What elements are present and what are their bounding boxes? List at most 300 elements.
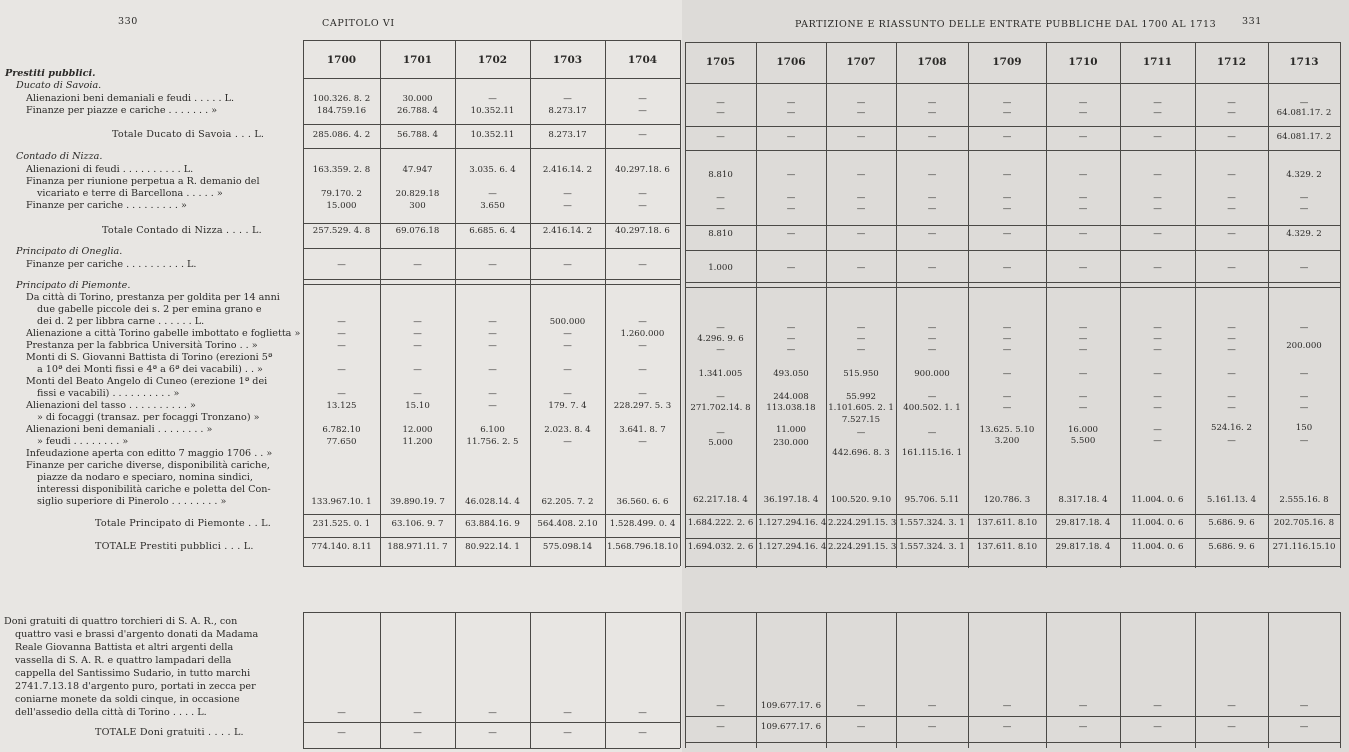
table-cell: 3.035. 6. 4 xyxy=(469,165,516,175)
table-cell: — xyxy=(563,201,572,211)
table-cell: — xyxy=(927,428,937,438)
table-cell: — xyxy=(716,345,725,355)
table-cell: — xyxy=(1153,334,1162,344)
row-rule xyxy=(685,83,1340,84)
table-cell: — xyxy=(638,317,647,327)
table-cell: 1.694.032. 2. 6 xyxy=(687,542,754,552)
column-rule xyxy=(1195,42,1196,568)
table-cell: 2.224.291.15. 3 xyxy=(828,542,897,552)
table-cell: 4.329. 2 xyxy=(1286,229,1322,239)
table-cell: — xyxy=(337,341,346,351)
row-label: quattro vasi e brassi d'argento donati da Madama xyxy=(15,629,259,640)
table-cell: 11.004. 0. 6 xyxy=(1131,495,1184,505)
column-rule xyxy=(680,612,681,748)
table-cell: — xyxy=(638,106,647,116)
column-rule xyxy=(605,612,606,748)
table-cell: — xyxy=(856,170,866,180)
table-cell: — xyxy=(786,334,796,344)
table-cell: 29.817.18. 4 xyxy=(1055,518,1111,528)
table-cell: — xyxy=(638,365,647,375)
table-cell: — xyxy=(1153,392,1162,402)
table-cell: 36.560. 6. 6 xyxy=(616,497,669,507)
table-cell: 285.086. 4. 2 xyxy=(312,130,371,140)
row-label: Finanze per cariche . . . . . . . . . » xyxy=(26,200,187,211)
year-header-1710: 1710 xyxy=(1068,56,1098,68)
table-cell: 1.568.796.18.10 xyxy=(607,542,679,552)
table-cell: 500.000 xyxy=(549,317,586,327)
table-cell: 8.273.17 xyxy=(548,106,587,116)
column-rule xyxy=(303,40,304,566)
table-cell: — xyxy=(1227,369,1236,379)
row-rule xyxy=(685,538,1340,539)
table-cell: — xyxy=(1078,229,1088,239)
row-label: Alienazioni di feudi . . . . . . . . . . L. xyxy=(26,164,194,175)
column-rule xyxy=(685,612,686,748)
table-cell: — xyxy=(786,170,796,180)
table-cell: — xyxy=(1078,334,1088,344)
table-cell: — xyxy=(337,329,346,339)
table-cell: — xyxy=(856,323,866,333)
row-label: » di focaggi (transaz. per focaggi Tronzano) » xyxy=(37,412,260,423)
row-label: interessi disponibilità cariche e poletta del Con- xyxy=(37,484,271,495)
table-cell: — xyxy=(638,189,647,199)
table-cell: 77.650 xyxy=(326,437,357,447)
table-cell: — xyxy=(1227,323,1236,333)
table-cell: — xyxy=(1227,701,1236,711)
row-rule xyxy=(303,248,680,249)
table-cell: 3.200 xyxy=(994,436,1020,446)
row-rule xyxy=(685,612,1340,613)
table-cell: — xyxy=(927,392,937,402)
row-rule xyxy=(685,282,1340,283)
row-rule xyxy=(303,40,680,41)
table-cell: 2.224.291.15. 3 xyxy=(828,518,897,528)
table-cell: 1.127.294.16. 4 xyxy=(758,518,827,528)
table-cell: — xyxy=(1002,369,1012,379)
column-rule xyxy=(605,40,606,566)
table-cell: — xyxy=(716,701,725,711)
table-cell: — xyxy=(1078,701,1088,711)
table-cell: — xyxy=(413,365,422,375)
table-cell: 30.000 xyxy=(402,94,433,104)
row-label: Finanze per piazze e cariche . . . . . . . » xyxy=(26,105,218,116)
row-label: Alienazioni del tasso . . . . . . . . . . » xyxy=(26,400,196,411)
row-rule xyxy=(303,78,680,79)
column-rule xyxy=(455,612,456,748)
table-cell: — xyxy=(337,728,346,738)
table-cell: — xyxy=(1299,263,1309,273)
row-label: vassella di S. A. R. e quattro lampadari della xyxy=(15,655,232,666)
table-cell: — xyxy=(1002,323,1012,333)
table-cell: 6.685. 6. 4 xyxy=(469,226,516,236)
year-header-1707: 1707 xyxy=(846,56,876,68)
table-cell: — xyxy=(337,708,346,718)
table-cell: 564.408. 2.10 xyxy=(537,519,598,529)
table-cell: — xyxy=(856,263,866,273)
table-cell: — xyxy=(856,193,866,203)
column-rule xyxy=(1120,612,1121,748)
table-cell: 442.696. 8. 3 xyxy=(832,448,890,458)
table-cell: — xyxy=(927,98,937,108)
row-label: vicariato e terre di Barcellona . . . . . » xyxy=(37,188,223,199)
table-cell: — xyxy=(1078,132,1088,142)
table-cell: — xyxy=(786,108,796,118)
table-cell: 228.297. 5. 3 xyxy=(613,401,672,411)
table-cell: — xyxy=(638,708,647,718)
table-cell: — xyxy=(927,263,937,273)
table-cell: — xyxy=(413,260,422,270)
table-cell: 1.260.000 xyxy=(620,329,665,339)
table-cell: — xyxy=(488,94,497,104)
table-cell: — xyxy=(856,98,866,108)
table-cell: — xyxy=(1299,392,1309,402)
table-cell: 7.527.15 xyxy=(841,415,881,425)
table-cell: — xyxy=(563,341,572,351)
left-page-number: 330 xyxy=(118,16,138,27)
table-cell: — xyxy=(716,108,725,118)
column-rule xyxy=(680,40,681,566)
table-cell: 8.317.18. 4 xyxy=(1058,495,1108,505)
table-cell: — xyxy=(1153,98,1162,108)
table-cell: — xyxy=(1227,132,1236,142)
row-rule xyxy=(685,566,1340,567)
table-cell: — xyxy=(413,728,422,738)
table-cell: — xyxy=(1078,98,1088,108)
table-cell: 11.004. 0. 6 xyxy=(1131,518,1184,528)
table-cell: — xyxy=(413,708,422,718)
table-cell: — xyxy=(927,229,937,239)
table-cell: — xyxy=(786,98,796,108)
table-cell: — xyxy=(1078,392,1088,402)
table-cell: — xyxy=(786,132,796,142)
table-cell: 29.817.18. 4 xyxy=(1055,542,1111,552)
table-cell: 575.098.14 xyxy=(542,542,593,552)
table-cell: 64.081.17. 2 xyxy=(1276,108,1332,118)
table-cell: — xyxy=(1153,108,1162,118)
table-cell: — xyxy=(1227,345,1236,355)
row-rule xyxy=(303,148,680,149)
table-cell: 271.116.15.10 xyxy=(1272,542,1336,552)
table-cell: — xyxy=(1078,722,1088,732)
row-label: Principato di Piemonte. xyxy=(16,280,131,291)
table-cell: — xyxy=(927,170,937,180)
column-rule xyxy=(455,40,456,566)
table-cell: — xyxy=(716,132,725,142)
table-cell: 493.050 xyxy=(773,369,809,379)
table-cell: — xyxy=(927,334,937,344)
table-cell: — xyxy=(337,365,346,375)
row-rule xyxy=(303,748,680,749)
table-cell: 56.788. 4 xyxy=(396,130,438,140)
table-cell: 6.782.10 xyxy=(322,425,361,435)
table-cell: — xyxy=(786,229,796,239)
table-cell: — xyxy=(716,193,725,203)
table-cell: — xyxy=(1227,263,1236,273)
table-cell: — xyxy=(1002,392,1012,402)
table-cell: — xyxy=(1299,323,1309,333)
table-cell: 161.115.16. 1 xyxy=(901,448,963,458)
table-cell: 20.829.18 xyxy=(395,189,440,199)
row-label: fissi e vacabili) . . . . . . . . . . » xyxy=(37,388,180,399)
table-cell: — xyxy=(1227,392,1236,402)
row-rule xyxy=(685,250,1340,251)
row-label: dell'assedio della città di Torino . . . . L. xyxy=(15,707,207,718)
table-cell: — xyxy=(337,317,346,327)
table-cell: 300 xyxy=(409,201,426,211)
table-cell: — xyxy=(563,708,572,718)
year-header-1703: 1703 xyxy=(552,54,583,66)
table-cell: 202.705.16. 8 xyxy=(1273,518,1335,528)
table-cell: — xyxy=(1153,170,1162,180)
year-header-1705: 1705 xyxy=(705,56,736,68)
row-label: » feudi . . . . . . . . » xyxy=(37,436,129,447)
table-cell: — xyxy=(1002,193,1012,203)
right-page-title: PARTIZIONE E RIASSUNTO DELLE ENTRATE PUBBLICHE DAL 1700 AL 1713 xyxy=(795,19,1217,30)
table-cell: 5.686. 9. 6 xyxy=(1208,542,1255,552)
table-cell: 62.205. 7. 2 xyxy=(541,497,594,507)
row-rule xyxy=(685,287,1340,288)
row-label: Contado di Nizza. xyxy=(16,151,103,162)
column-rule xyxy=(1120,42,1121,568)
table-cell: — xyxy=(1153,204,1162,214)
table-cell: — xyxy=(1153,323,1162,333)
row-label: Da città di Torino, prestanza per goldita per 14 anni xyxy=(26,292,280,303)
table-cell: 179. 7. 4 xyxy=(548,401,587,411)
table-cell: 6.100 xyxy=(480,425,505,435)
table-cell: — xyxy=(927,323,937,333)
table-cell: — xyxy=(413,341,422,351)
table-cell: 11.200 xyxy=(402,437,433,447)
table-cell: — xyxy=(488,708,497,718)
table-cell: 271.702.14. 8 xyxy=(690,403,751,413)
row-label: Finanze per cariche diverse, disponibilità cariche, xyxy=(26,460,270,471)
row-label: Finanza per riunione perpetua a R. demanio del xyxy=(26,176,260,187)
row-rule xyxy=(303,279,680,280)
table-cell: 1.557.324. 3. 1 xyxy=(899,518,965,528)
table-cell: — xyxy=(856,701,866,711)
table-cell: — xyxy=(856,428,866,438)
row-label: Monti di S. Giovanni Battista di Torino (erezioni 5ª xyxy=(26,352,273,363)
year-header-1704: 1704 xyxy=(627,54,658,66)
table-cell: — xyxy=(1227,108,1236,118)
table-cell: 63.884.16. 9 xyxy=(465,519,520,529)
table-cell: — xyxy=(413,317,422,327)
table-cell: 13.625. 5.10 xyxy=(979,425,1035,435)
column-rule xyxy=(1046,42,1047,568)
row-rule xyxy=(685,150,1340,151)
year-header-1701: 1701 xyxy=(402,54,433,66)
table-cell: — xyxy=(488,341,497,351)
table-cell: — xyxy=(1002,204,1012,214)
table-cell: — xyxy=(1078,193,1088,203)
row-label: piazze da nodaro e speciaro, nomina sindici, xyxy=(37,472,253,483)
table-cell: 12.000 xyxy=(402,425,433,435)
table-cell: — xyxy=(1002,229,1012,239)
table-cell: — xyxy=(716,98,725,108)
table-cell: — xyxy=(1078,323,1088,333)
table-cell: 133.967.10. 1 xyxy=(311,497,372,507)
row-label: cappella del Santissimo Sudario, in tutto marchi xyxy=(15,668,251,679)
table-cell: 15.000 xyxy=(326,201,357,211)
table-cell: 1.557.324. 3. 1 xyxy=(899,542,965,552)
table-cell: — xyxy=(1153,701,1162,711)
column-rule xyxy=(1340,612,1341,748)
table-cell: — xyxy=(716,204,725,214)
year-header-1708: 1708 xyxy=(917,56,947,68)
row-label: dei d. 2 per libbra carne . . . . . . L. xyxy=(37,316,205,327)
table-cell: — xyxy=(856,229,866,239)
table-cell: 1.528.499. 0. 4 xyxy=(609,519,676,529)
table-cell: — xyxy=(488,329,497,339)
table-cell: — xyxy=(1227,722,1236,732)
table-cell: — xyxy=(927,701,937,711)
table-cell: — xyxy=(1299,403,1309,413)
table-cell: — xyxy=(1153,403,1162,413)
table-cell: 3.641. 8. 7 xyxy=(619,425,666,435)
row-rule xyxy=(303,514,680,515)
row-label: Totale Contado di Nizza . . . . L. xyxy=(102,225,262,236)
left-chapter-title: CAPITOLO VI xyxy=(322,18,395,29)
table-cell: — xyxy=(1002,170,1012,180)
table-cell: 400.502. 1. 1 xyxy=(903,403,961,413)
table-cell: — xyxy=(563,389,572,399)
table-cell: 900.000 xyxy=(914,369,950,379)
table-cell: — xyxy=(856,334,866,344)
column-rule xyxy=(530,40,531,566)
table-cell: — xyxy=(786,193,796,203)
table-cell: 524.16. 2 xyxy=(1210,423,1252,433)
table-cell: 80.922.14. 1 xyxy=(465,542,520,552)
table-cell: 79.170. 2 xyxy=(320,189,362,199)
table-cell: 109.677.17. 6 xyxy=(760,701,822,711)
row-rule xyxy=(303,722,680,723)
row-label: coniarne monete da soldi cinque, in occasione xyxy=(15,694,240,705)
table-cell: — xyxy=(1002,108,1012,118)
column-rule xyxy=(756,612,757,748)
table-cell: — xyxy=(927,345,937,355)
table-cell: — xyxy=(488,189,497,199)
table-cell: — xyxy=(1153,425,1162,435)
year-header-1706: 1706 xyxy=(776,56,806,68)
row-rule xyxy=(303,612,680,613)
table-cell: — xyxy=(413,389,422,399)
table-cell: — xyxy=(638,130,647,140)
table-cell: — xyxy=(563,365,572,375)
table-cell: — xyxy=(488,389,497,399)
table-cell: 2.023. 8. 4 xyxy=(544,425,591,435)
table-cell: 36.197.18. 4 xyxy=(763,495,819,505)
column-rule xyxy=(303,612,304,748)
table-cell: 40.297.18. 6 xyxy=(615,165,670,175)
row-label: TOTALE Doni gratuiti . . . . L. xyxy=(95,727,244,738)
table-cell: 8.273.17 xyxy=(548,130,587,140)
column-rule xyxy=(1268,612,1269,748)
table-cell: — xyxy=(856,722,866,732)
table-cell: — xyxy=(638,437,647,447)
column-rule xyxy=(380,40,381,566)
table-cell: — xyxy=(1002,701,1012,711)
row-label: a 10ª dei Monti fissi e 4ª a 6ª dei vacabili) . . » xyxy=(37,364,263,375)
table-cell: 10.352.11 xyxy=(470,130,515,140)
row-label: Alienazioni beni demaniali e feudi . . . . . L. xyxy=(26,93,235,104)
table-cell: 47.947 xyxy=(402,165,433,175)
table-cell: — xyxy=(927,204,937,214)
row-label: Principato di Oneglia. xyxy=(16,246,123,257)
table-cell: 46.028.14. 4 xyxy=(465,497,520,507)
table-cell: — xyxy=(1153,345,1162,355)
table-cell: 5.686. 9. 6 xyxy=(1208,518,1255,528)
table-cell: 109.677.17. 6 xyxy=(760,722,822,732)
table-cell: — xyxy=(786,204,796,214)
year-header-1702: 1702 xyxy=(477,54,508,66)
table-cell: 244.008 xyxy=(773,392,809,402)
table-cell: — xyxy=(337,260,346,270)
row-label: Infeudazione aperta con editto 7 maggio 1706 . . » xyxy=(26,448,273,459)
table-cell: 63.106. 9. 7 xyxy=(391,519,444,529)
table-cell: — xyxy=(1299,722,1309,732)
row-label: Reale Giovanna Battista et altri argenti della xyxy=(15,642,234,653)
table-cell: — xyxy=(1153,369,1162,379)
table-cell: 11.756. 2. 5 xyxy=(466,437,519,447)
table-cell: — xyxy=(1078,170,1088,180)
table-cell: 2.416.14. 2 xyxy=(542,165,593,175)
table-cell: 4.296. 9. 6 xyxy=(697,334,744,344)
row-label: Totale Principato di Piemonte . . L. xyxy=(95,518,271,529)
table-cell: — xyxy=(1002,403,1012,413)
row-label: Totale Ducato di Savoia . . . L. xyxy=(112,129,265,140)
table-cell: — xyxy=(716,392,725,402)
table-cell: 100.326. 8. 2 xyxy=(312,94,371,104)
table-cell: 5.000 xyxy=(708,438,733,448)
column-rule xyxy=(1268,42,1269,568)
table-cell: — xyxy=(638,94,647,104)
table-cell: — xyxy=(1153,229,1162,239)
column-rule xyxy=(968,612,969,748)
table-cell: 1.341.005 xyxy=(698,369,743,379)
table-cell: — xyxy=(638,260,647,270)
table-cell: 5.161.13. 4 xyxy=(1206,495,1257,505)
year-header-1711: 1711 xyxy=(1142,56,1173,68)
table-cell: — xyxy=(1002,722,1012,732)
table-cell: — xyxy=(1299,193,1309,203)
row-label: Finanze per cariche . . . . . . . . . . L. xyxy=(26,259,197,270)
column-rule xyxy=(896,612,897,748)
row-rule xyxy=(685,514,1340,515)
column-rule xyxy=(380,612,381,748)
table-cell: 113.038.18 xyxy=(766,403,816,413)
table-cell: — xyxy=(1153,263,1162,273)
table-cell: — xyxy=(1227,193,1236,203)
table-cell: 11.004. 0. 6 xyxy=(1131,542,1184,552)
table-cell: 13.125 xyxy=(326,401,357,411)
table-cell: — xyxy=(1299,98,1309,108)
table-cell: — xyxy=(856,132,866,142)
row-label: Alienazioni beni demaniali . . . . . . . . » xyxy=(26,424,213,435)
column-rule xyxy=(1046,612,1047,748)
row-label: Doni gratuiti di quattro torchieri di S. A. R., con xyxy=(4,616,238,627)
column-rule xyxy=(968,42,969,568)
table-cell: — xyxy=(786,263,796,273)
column-rule xyxy=(826,42,827,568)
row-rule xyxy=(685,742,1340,743)
table-cell: — xyxy=(1153,193,1162,203)
table-cell: — xyxy=(638,728,647,738)
table-cell: — xyxy=(1078,263,1088,273)
table-cell: 184.759.16 xyxy=(316,106,367,116)
table-cell: 257.529. 4. 8 xyxy=(312,226,371,236)
table-cell: — xyxy=(856,204,866,214)
table-cell: 230.000 xyxy=(773,438,809,448)
